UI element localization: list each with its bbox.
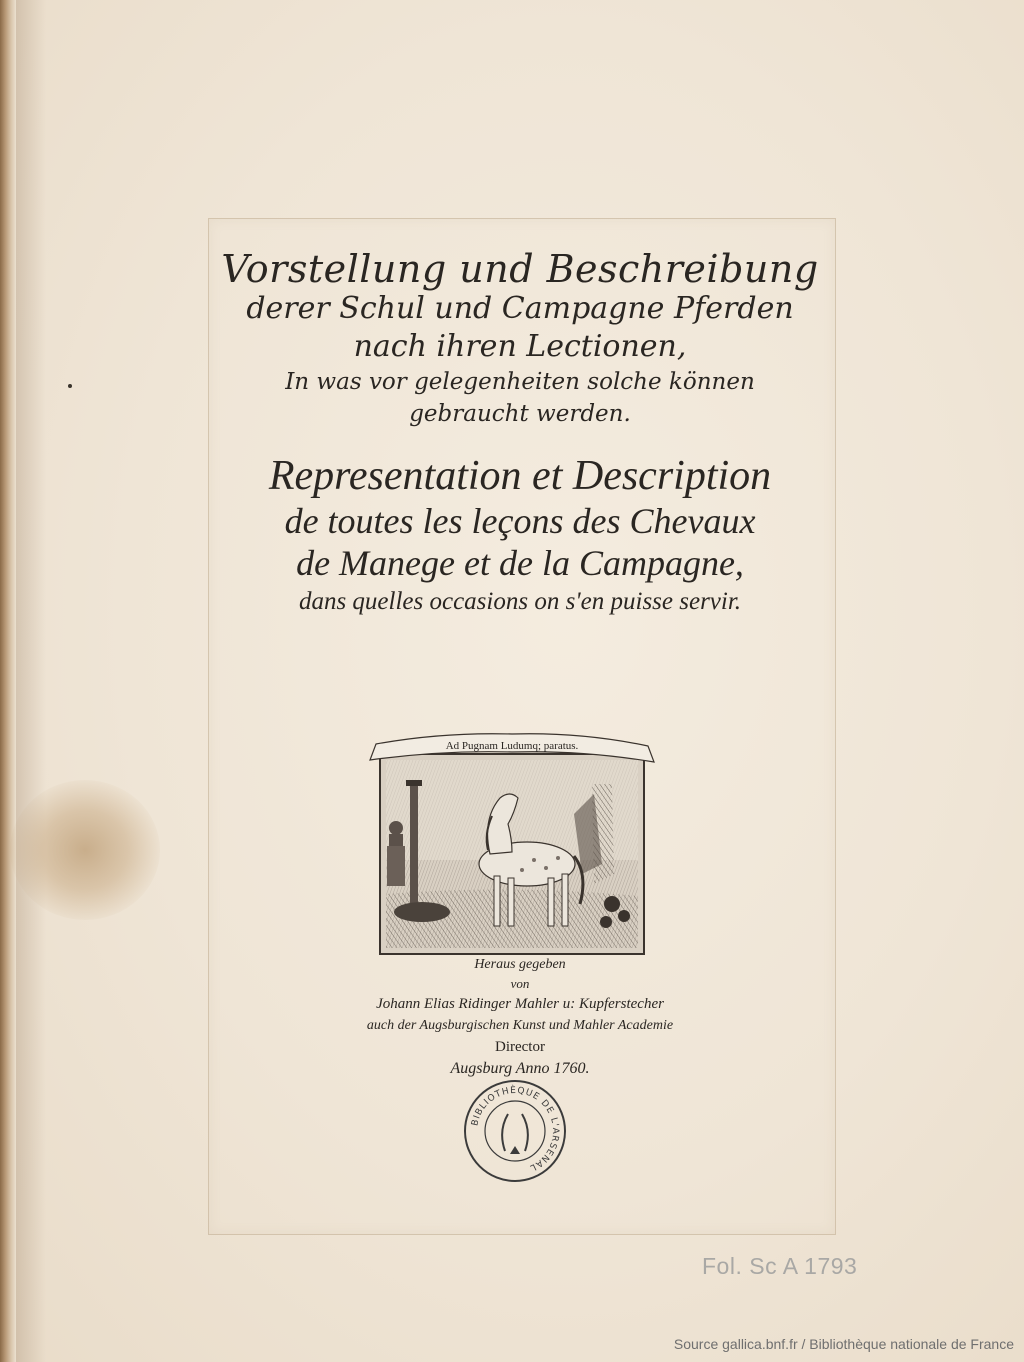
library-stamp [460,1076,570,1186]
svg-text:BIBLIOTHÈQUE DE L'ARSENAL [470,1084,560,1173]
imprint-line-6: Augsburg Anno 1760. [450,1060,590,1077]
french-title-line-4: dans quelles occasions on s'en puisse servir. [298,588,742,615]
ink-speck [68,384,72,388]
foxing-stain [10,780,160,920]
gutter-shadow [16,0,46,1362]
source-footer[interactable]: Source gallica.bnf.fr / Bibliothèque nationale de France [673,1336,1014,1352]
german-title-line-2: derer Schul und Campagne Pferden [246,291,794,326]
shelfmark-label: Fol. Sc A 1793 [702,1253,858,1279]
french-title-line-3: de Manege et de la Campagne, [296,543,744,583]
horse-vignette-engraving [362,724,662,964]
french-title-line-2: de toutes les leçons des Chevaux [284,501,756,541]
stamp-text: BIBLIOTHÈQUE DE L'ARSENAL [470,1085,561,1173]
title-block [210,228,830,620]
german-title-line-3: nach ihren Lectionen, [353,329,687,364]
imprint-line-2: von [510,976,530,991]
imprint-line-1: Heraus gegeben [474,957,566,972]
imprint-line-3: Johann Elias Ridinger Mahler u: Kupferstecher [376,996,664,1012]
imprint-line-5: Director [495,1039,545,1055]
german-title-line-5: gebraucht werden. [409,401,631,427]
book-spine-edge [0,0,16,1362]
vignette-motto: Ad Pugnam Ludumq; paratus. [445,740,579,752]
german-title-line-1: Vorstellung und Beschreibung [221,247,819,291]
french-title-line-1: Representation et Description [268,453,772,499]
german-title-line-4: In was vor gelegenheiten solche können [285,369,755,395]
imprint-block [210,955,830,1081]
imprint-line-4: auch der Augsburgischen Kunst und Mahler Academie [366,1018,674,1033]
